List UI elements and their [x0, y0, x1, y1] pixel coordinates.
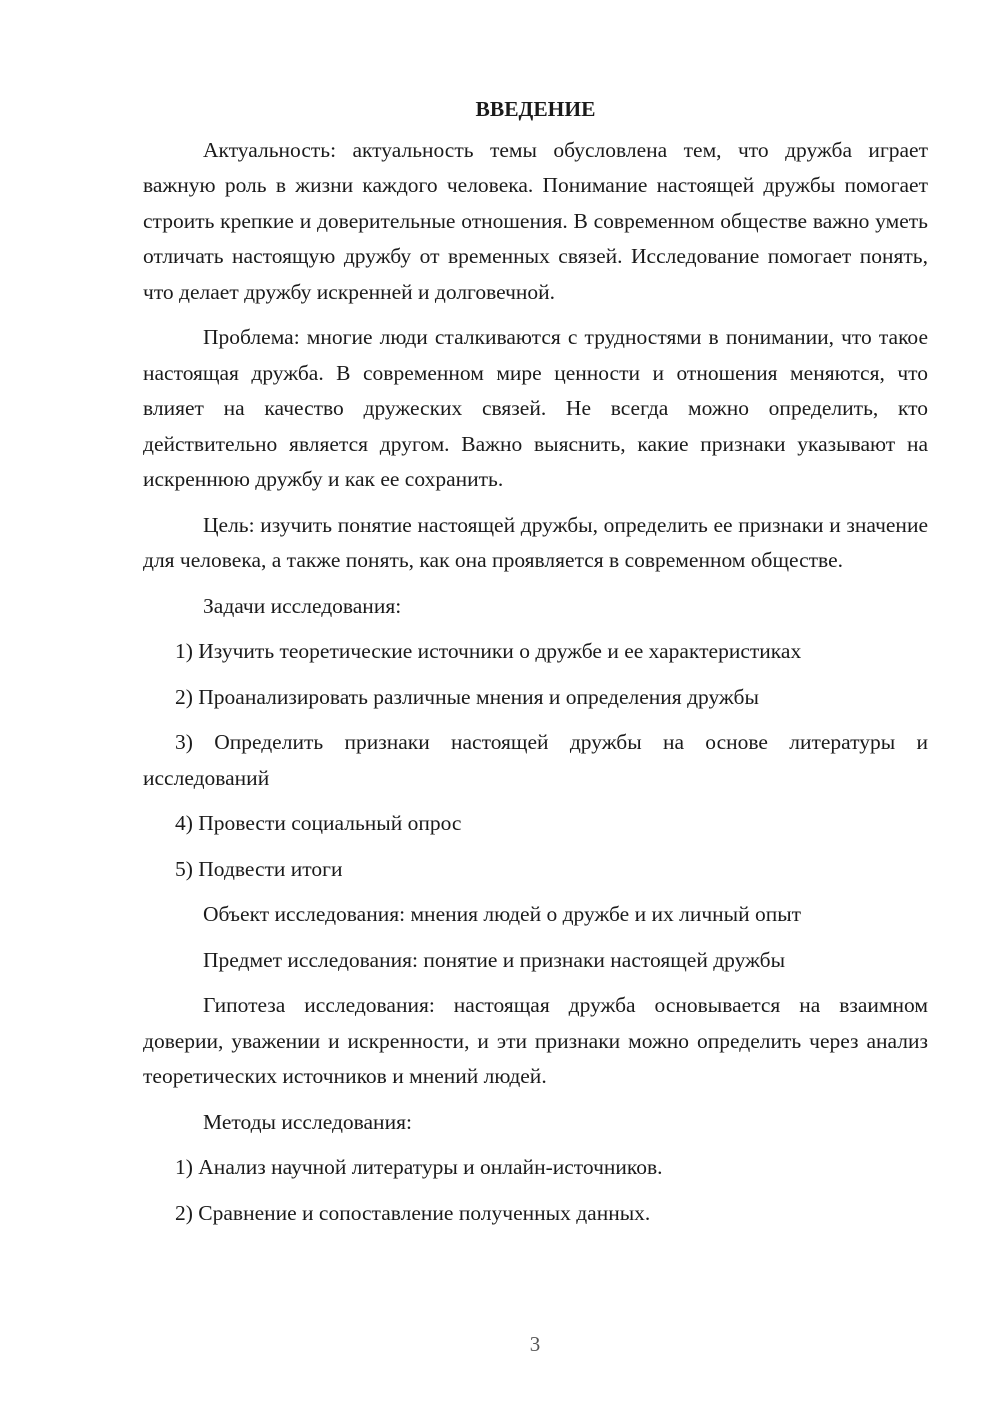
problem-paragraph: Проблема: многие люди сталкиваются с трудностями в понимании, что такое настоящая дружба. В современном мире ценности и отношения меняются, что влияет на качество дружеских связей. Не всегда можно определить, кто действительно является другом. Важно выяснить, какие признаки указывают на искреннюю дружбу и как ее сохранить. [143, 325, 928, 491]
subject-line: Предмет исследования: понятие и признаки настоящей дружбы [203, 947, 786, 972]
page-number: 3 [529, 1332, 541, 1356]
method-item-1: 1) Анализ научной литературы и онлайн-источников. [175, 1155, 663, 1179]
relevance-paragraph: Актуальность: актуальность темы обусловлена тем, что дружба играет важную роль в жизни каждого человека. Понимание настоящей дружбы помогает строить крепкие и доверительные отношения. В современном обществе важно уметь отличать настоящую дружбу от временных связей. Исследование помогает понять, что делает дружбу искренней и долговечной. [143, 137, 928, 304]
tasks-list [143, 634, 928, 887]
task-item-2: 2) Проанализировать различные мнения и определения дружбы [175, 684, 759, 709]
hypothesis-paragraph: Гипотеза исследования: настоящая дружба основывается на взаимном доверии, уважении и искренности, и эти признаки можно определить через анализ теоретических источников и мнений людей. [143, 993, 928, 1088]
task-item-3: 3) Определить признаки настоящей дружбы на основе литературы и исследований [143, 730, 928, 790]
task-item-4: 4) Провести социальный опрос [175, 811, 462, 835]
methods-list [143, 1150, 928, 1231]
tasks-heading: Задачи исследования: [203, 593, 402, 618]
goal-paragraph: Цель: изучить понятие настоящей дружбы, определить ее признаки и значение для человека, а также понять, как она проявляется в современном обществе. [143, 512, 928, 572]
page-title: ВВЕДЕНИЕ [475, 97, 596, 121]
object-line: Объект исследования: мнения людей о дружбе и их личный опыт [203, 902, 802, 926]
method-item-2: 2) Сравнение и сопоставление полученных данных. [175, 1200, 651, 1225]
task-item-5: 5) Подвести итоги [175, 856, 343, 881]
task-item-1: 1) Изучить теоретические источники о дружбе и ее характеристиках [175, 639, 802, 663]
document-page [143, 92, 928, 1241]
methods-heading: Методы исследования: [203, 1109, 412, 1134]
